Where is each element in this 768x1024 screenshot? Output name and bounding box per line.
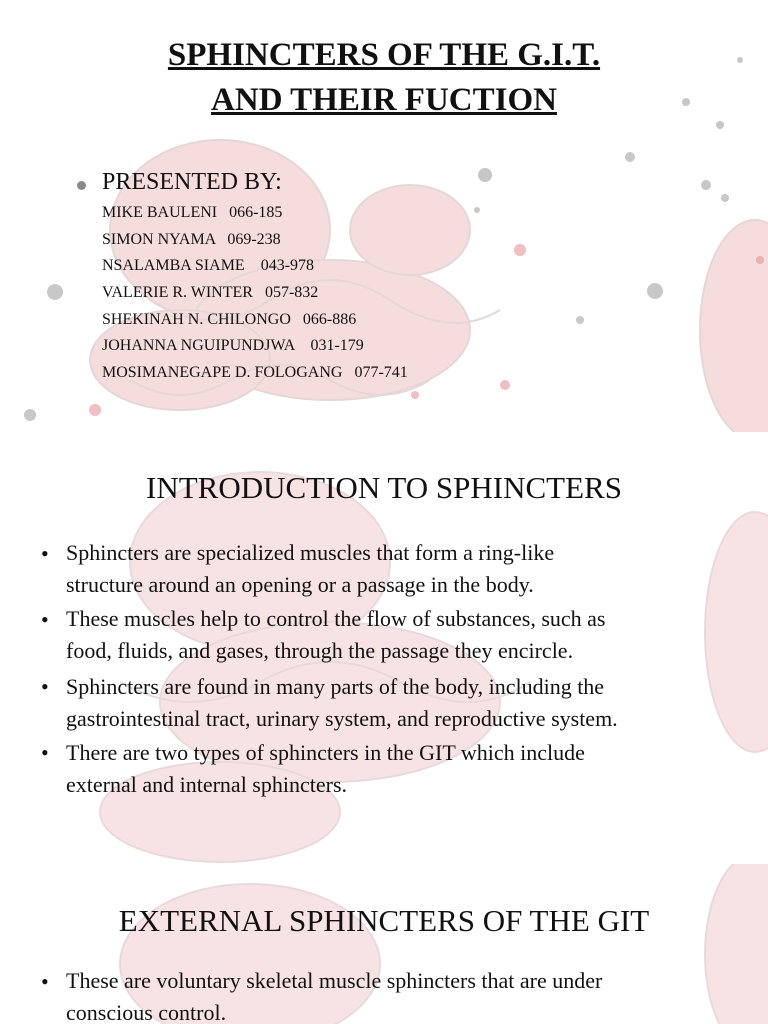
- bullet-line: conscious control.: [66, 1000, 227, 1024]
- presenter-name: JOHANNA NGUIPUNDJWA 031-179: [102, 337, 364, 354]
- bullet-line: gastrointestinal tract, urinary system, and reproductive system.: [66, 706, 618, 731]
- presenter-name: NSALAMBA SIAME 043-978: [102, 257, 315, 274]
- slide-title-line-2: AND THEIR FUCTION: [211, 82, 557, 118]
- bullet-icon: •: [41, 541, 49, 566]
- section-heading: INTRODUCTION TO SPHINCTERS: [146, 470, 622, 505]
- bullet-line: Sphincters are specialized muscles that form a ring-like: [66, 540, 555, 565]
- bullet-line: structure around an opening or a passage in the body.: [66, 572, 534, 597]
- bullet-icon: •: [41, 969, 49, 994]
- slide-introduction: [0, 432, 768, 864]
- bullet-icon: •: [41, 607, 49, 632]
- bullet-line: food, fluids, and gases, through the passage they encircle.: [66, 638, 574, 663]
- presenter-name: VALERIE R. WINTER 057-832: [102, 284, 319, 301]
- presented-by-label: PRESENTED BY:: [102, 169, 282, 195]
- bullet-point: [66, 671, 746, 735]
- bullet-line: Sphincters are found in many parts of the body, including the: [66, 674, 605, 699]
- presenter-name: SHEKINAH N. CHILONGO 066-886: [102, 311, 357, 328]
- bullet-point: [66, 603, 746, 667]
- slide-title: [0, 0, 768, 432]
- slide-external-sphincters: [0, 864, 768, 1024]
- bullet-point: [66, 737, 746, 801]
- bullet-point: [66, 965, 746, 1024]
- bullet-line: These muscles help to control the flow of substances, such as: [66, 606, 606, 631]
- bullet-icon: •: [41, 740, 49, 765]
- presenter-name: SIMON NYAMA 069-238: [102, 231, 281, 248]
- presenter-name: MOSIMANEGAPE D. FOLOGANG 077-741: [102, 364, 408, 381]
- bullet-line: external and internal sphincters.: [66, 772, 348, 797]
- decor-dot: [77, 181, 86, 190]
- section-heading: EXTERNAL SPHINCTERS OF THE GIT: [118, 903, 650, 938]
- bullet-point: [66, 537, 746, 601]
- bullet-line: These are voluntary skeletal muscle sphincters that are under: [66, 968, 603, 993]
- bullet-icon: •: [41, 674, 49, 699]
- bullet-line: There are two types of sphincters in the GIT which include: [66, 740, 585, 765]
- slide-title-line-1: SPHINCTERS OF THE G.I.T.: [167, 37, 601, 73]
- presenter-name: MIKE BAULENI 066-185: [102, 204, 283, 221]
